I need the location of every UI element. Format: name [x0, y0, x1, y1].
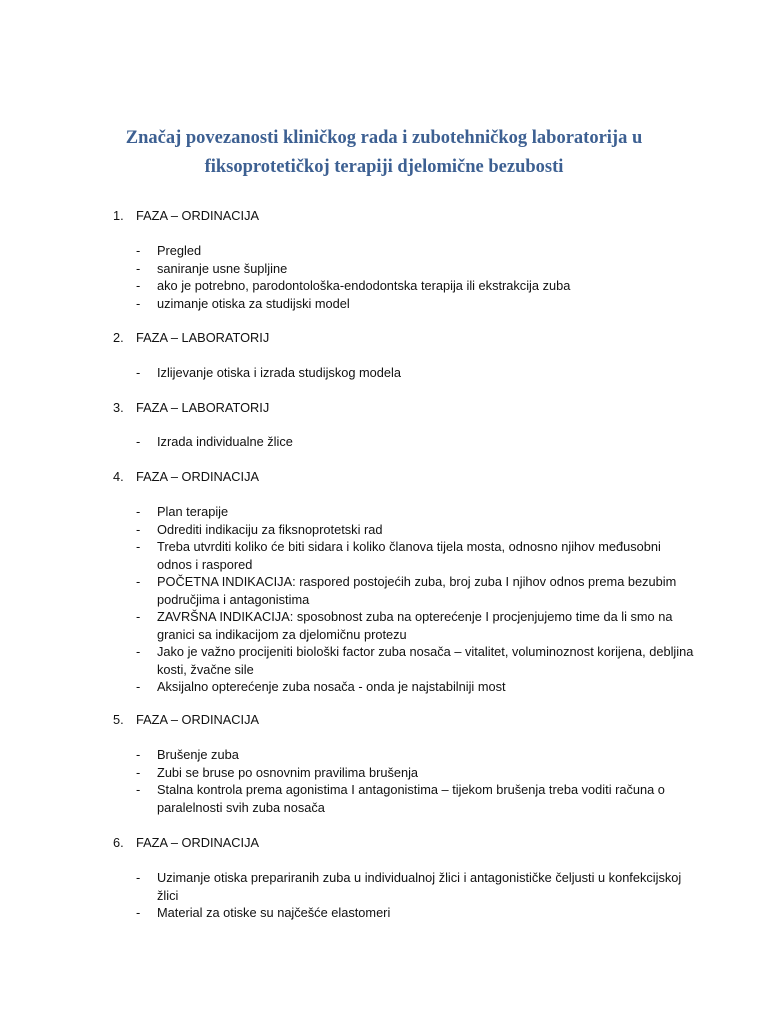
phase-number: 4. — [113, 469, 124, 484]
list-item-text: Uzimanje otiska prepariranih zuba u individualnoj žlici i antagonističke čeljusti u konfekcijskoj žlici — [157, 870, 682, 903]
dash-marker: - — [136, 365, 141, 380]
list-item-text: Material za otiske su najčešće elastomeri — [157, 905, 391, 920]
list-item — [136, 295, 696, 313]
list-item — [136, 364, 696, 382]
dash-marker: - — [136, 504, 141, 519]
phase-item-list — [136, 364, 696, 382]
dash-marker: - — [136, 574, 141, 589]
phase-item-list — [136, 433, 696, 451]
phase-number: 1. — [113, 208, 124, 223]
phase-heading — [113, 399, 713, 417]
list-item-text: Jako je važno procijeniti biološki factor zuba nosača – vitalitet, voluminoznost korijena, debljina kosti, žvačne sile — [157, 644, 694, 677]
dash-marker: - — [136, 521, 141, 537]
phase-item-list — [136, 869, 696, 922]
dash-marker: - — [136, 747, 141, 762]
list-item — [136, 538, 696, 573]
title-line-2: fiksoprotetičkoj terapiji djelomične bezubosti — [204, 157, 564, 177]
list-item — [136, 746, 696, 764]
list-item — [136, 904, 696, 922]
phase-heading — [113, 711, 713, 729]
phase-label: FAZA – ORDINACIJA — [136, 469, 260, 484]
dash-marker: - — [136, 295, 141, 311]
list-item — [136, 503, 696, 521]
list-item-text: uzimanje otiska za studijski model — [157, 295, 350, 311]
phase-label: FAZA – ORDINACIJA — [136, 835, 260, 850]
phase-item-list — [136, 746, 696, 816]
dash-marker: - — [136, 609, 141, 624]
list-item-text: Aksijalno opterećenje zuba nosača - onda je najstabilniji most — [157, 679, 506, 694]
list-item — [136, 608, 696, 643]
phase-label: FAZA – LABORATORIJ — [136, 400, 270, 415]
list-item-text: Plan terapije — [157, 504, 229, 519]
dash-marker: - — [136, 644, 141, 659]
list-item-text: Odrediti indikaciju za fiksnoprotetski rad — [157, 521, 383, 537]
list-item — [136, 764, 696, 782]
phase-number: 3. — [113, 400, 124, 415]
list-item — [136, 678, 696, 696]
list-item — [136, 869, 696, 904]
phase-number: 5. — [113, 712, 124, 727]
list-item-text: ZAVRŠNA INDIKACIJA: sposobnost zuba na opterećenje I procjenjujemo time da li smo na granici sa indikacijom za djelomičnu protezu — [157, 609, 673, 642]
list-item-text: Izrada individualne žlice — [157, 434, 293, 449]
dash-marker: - — [136, 278, 141, 293]
list-item — [136, 260, 696, 278]
phase-label: FAZA – ORDINACIJA — [136, 712, 260, 727]
dash-marker: - — [136, 679, 141, 694]
list-item-text: POČETNA INDIKACIJA: raspored postojećih zuba, broj zuba I njihov odnos prema bezubim područjima i antagonistima — [157, 574, 677, 607]
dash-marker: - — [136, 434, 141, 449]
title-line-1: Značaj povezanosti kliničkog rada i zubotehničkog laboratorija u — [125, 128, 643, 148]
list-item — [136, 277, 696, 295]
list-item-text: saniranje usne šupljine — [157, 260, 288, 276]
list-item — [136, 781, 696, 816]
phase-item-list — [136, 503, 696, 696]
phase-heading — [113, 468, 713, 486]
phase-number: 6. — [113, 835, 124, 850]
phase-heading — [113, 329, 713, 347]
list-item-text: ako je potrebno, parodontološka-endodontska terapija ili ekstrakcija zuba — [157, 278, 571, 293]
list-item — [136, 521, 696, 539]
phase-number: 2. — [113, 330, 124, 345]
list-item-text: Stalna kontrola prema agonistima I antagonistima – tijekom brušenja treba voditi računa o paralelnosti svih zuba nosača — [157, 782, 665, 815]
list-item-text: Izlijevanje otiska i izrada studijskog modela — [157, 365, 401, 380]
dash-marker: - — [136, 870, 141, 885]
dash-marker: - — [136, 243, 141, 258]
phase-heading — [113, 207, 713, 225]
list-item — [136, 573, 696, 608]
list-item — [136, 433, 696, 451]
dash-marker: - — [136, 539, 141, 554]
list-item — [136, 643, 696, 678]
list-item-text: Treba utvrditi koliko će biti sidara i koliko članova tijela mosta, odnosno njihov međusobni odnos i raspored — [157, 539, 661, 572]
phase-label: FAZA – LABORATORIJ — [136, 330, 270, 345]
list-item-text: Pregled — [157, 243, 202, 258]
dash-marker: - — [136, 260, 141, 276]
document-title — [0, 124, 768, 182]
dash-marker: - — [136, 782, 141, 797]
list-item-text: Brušenje zuba — [157, 747, 239, 762]
list-item-text: Zubi se bruse po osnovnim pravilima brušenja — [157, 764, 419, 780]
phase-item-list — [136, 242, 696, 312]
list-item — [136, 242, 696, 260]
phase-heading — [113, 834, 713, 852]
dash-marker: - — [136, 905, 141, 920]
dash-marker: - — [136, 764, 141, 780]
phase-label: FAZA – ORDINACIJA — [136, 208, 260, 223]
